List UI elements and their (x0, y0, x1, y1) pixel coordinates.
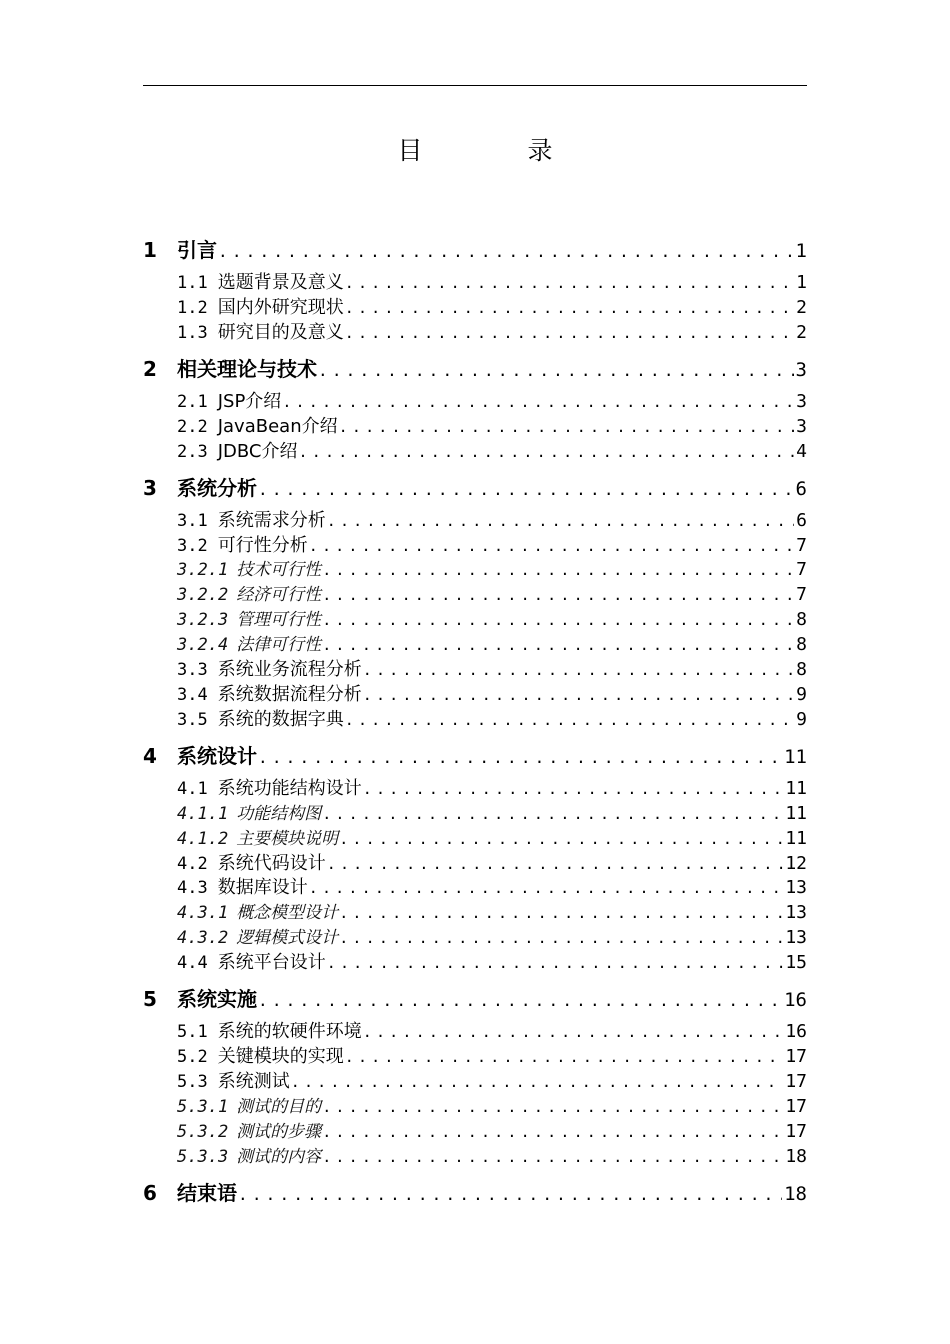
toc-section-entry[interactable] (177, 1070, 807, 1094)
toc-entry-number: 3.2.2 (177, 585, 229, 606)
toc-entry-label (177, 509, 326, 533)
toc-entry-title: 研究目的及意义 (217, 321, 344, 343)
toc-dot-leader (339, 827, 783, 851)
toc-entry-number: 4.1.2 (177, 828, 229, 849)
toc-entry-number: 6 (143, 1180, 157, 1205)
toc-entry-number: 1.2 (177, 297, 208, 318)
toc-dot-leader (363, 683, 794, 707)
toc-entry-number: 5.2 (177, 1047, 208, 1067)
toc-dot-leader (345, 271, 794, 295)
toc-entry-label (177, 827, 338, 851)
toc-entry-number: 4.3.1 (177, 903, 229, 924)
toc-page-number: 13 (785, 927, 807, 949)
toc-entry-number: 4.3 (177, 878, 208, 899)
toc-entry-title: 选题背景及意义 (217, 272, 344, 293)
toc-entry-number: 1.1 (177, 273, 208, 293)
toc-section-entry[interactable] (177, 951, 807, 975)
toc-entry-number: 4.3.2 (177, 928, 229, 949)
toc-dot-leader (363, 1020, 784, 1044)
toc-entry-label (177, 633, 321, 657)
toc-page-number: 15 (785, 952, 807, 974)
toc-chapter-entry[interactable] (143, 743, 807, 769)
toc-entry-title: 测试的内容 (236, 1146, 322, 1167)
toc-page-number: 4 (796, 440, 807, 462)
toc-entry-title: JDBC介绍 (217, 440, 298, 462)
toc-entry-number: 3.1 (177, 510, 208, 531)
toc-dot-leader (218, 239, 794, 265)
toc-dot-leader (339, 415, 795, 439)
toc-entry-title: 数据库设计 (217, 877, 308, 899)
toc-entry-number: 3.4 (177, 684, 208, 705)
toc-page-number: 18 (784, 1182, 807, 1205)
toc-entry-number: 3.5 (177, 709, 208, 730)
toc-entry-number: 2.1 (177, 391, 208, 412)
toc-dot-leader (339, 901, 783, 925)
toc-entry-number: 4.1 (177, 778, 208, 799)
toc-entry-label (177, 1120, 321, 1144)
toc-entry-number: 3.2.4 (177, 635, 229, 656)
toc-page-number: 16 (785, 1021, 807, 1043)
toc-entry-number: 4.4 (177, 953, 208, 974)
toc-entry-title: 测试的步骤 (236, 1121, 322, 1142)
toc-entry-title: 系统的软硬件环境 (217, 1021, 362, 1043)
toc-subsection-entry[interactable] (177, 926, 807, 950)
toc-entry-label (177, 440, 298, 464)
toc-section-entry[interactable] (177, 321, 807, 345)
toc-dot-leader (291, 1070, 784, 1094)
toc-entry-title: 系统需求分析 (217, 509, 326, 531)
toc-chapter-entry[interactable] (143, 986, 807, 1012)
toc-entry-title: JSP介绍 (217, 390, 282, 412)
toc-entry-title: 国内外研究现状 (217, 296, 344, 318)
toc-entry-title: 功能结构图 (236, 803, 322, 824)
toc-subsection-entry[interactable] (177, 608, 807, 632)
toc-section-entry[interactable] (177, 296, 807, 320)
toc-entry-label (177, 901, 338, 925)
toc-entry-label (177, 852, 326, 876)
toc-entry-title: 系统数据流程分析 (217, 683, 362, 705)
toc-dot-leader (322, 802, 783, 826)
toc-entry-number: 5.3.2 (177, 1121, 229, 1142)
toc-dot-leader (345, 1045, 784, 1069)
toc-page-number: 12 (785, 852, 807, 874)
toc-entry-number: 4.2 (177, 853, 208, 874)
toc-entry-title: 相关理论与技术 (177, 356, 317, 381)
toc-dot-leader (309, 534, 794, 558)
toc-entry-number: 3.2.1 (177, 560, 229, 581)
toc-dot-leader (322, 558, 794, 582)
toc-page-number: 8 (796, 659, 807, 680)
toc-dot-leader (282, 390, 794, 414)
toc-dot-leader (363, 658, 794, 682)
toc-entry-label (143, 237, 217, 263)
toc-entry-title: 测试的目的 (236, 1096, 322, 1117)
toc-section-entry[interactable] (177, 509, 807, 533)
toc-entry-title: 系统功能结构设计 (217, 777, 362, 799)
toc-dot-leader (345, 321, 794, 345)
toc-dot-leader (322, 1095, 783, 1119)
toc-entry-title: 系统的数据字典 (217, 708, 344, 730)
toc-dot-leader (322, 1145, 783, 1169)
toc-page-number: 6 (795, 477, 807, 500)
toc-entry-number: 4.1.1 (177, 803, 229, 824)
toc-page-number: 8 (796, 634, 807, 656)
toc-entry-label (177, 296, 344, 320)
toc-entry-title: 系统代码设计 (217, 852, 326, 874)
toc-entry-label (177, 321, 344, 345)
toc-section-entry[interactable] (177, 534, 807, 558)
toc-dot-leader (322, 1120, 783, 1144)
toc-entry-title: 结束语 (177, 1180, 237, 1205)
toc-section-entry[interactable] (177, 390, 807, 414)
toc-entry-label (177, 390, 281, 414)
toc-section-entry[interactable] (177, 271, 807, 295)
toc-page-number: 1 (796, 272, 807, 293)
toc-dot-leader (322, 608, 794, 632)
toc-entry-title: 系统分析 (177, 475, 257, 500)
toc-entry-label (177, 951, 326, 975)
toc-entry-label (143, 1180, 237, 1206)
toc-dot-leader (238, 1182, 782, 1208)
toc-page-number: 17 (785, 1046, 807, 1067)
toc-entry-label (177, 1045, 344, 1069)
toc-entry-number: 1.3 (177, 322, 208, 343)
toc-entry-label (177, 683, 362, 707)
toc-section-entry[interactable] (177, 876, 807, 900)
toc-page-number: 18 (785, 1145, 807, 1167)
toc-section-entry[interactable] (177, 1045, 807, 1069)
toc-entry-number: 3 (143, 475, 157, 500)
toc-section-entry[interactable] (177, 1020, 807, 1044)
toc-page-number: 9 (796, 708, 807, 730)
toc-entry-title: 主要模块说明 (236, 828, 339, 849)
toc-dot-leader (322, 583, 794, 607)
toc-entry-label (177, 583, 321, 607)
toc-dot-leader (327, 852, 784, 876)
toc-entry-label (177, 1070, 290, 1094)
toc-subsection-entry[interactable] (177, 558, 807, 582)
toc-subsection-entry[interactable] (177, 1120, 807, 1144)
toc-subsection-entry[interactable] (177, 583, 807, 607)
toc-section-entry[interactable] (177, 415, 807, 439)
toc-entry-label (177, 926, 338, 950)
toc-section-entry[interactable] (177, 852, 807, 876)
toc-page-number: 8 (796, 609, 807, 631)
toc-entry-title: 系统平台设计 (217, 952, 326, 974)
toc-dot-leader (309, 876, 784, 900)
page-title: 目 录 (397, 136, 593, 165)
toc-dot-leader (345, 708, 794, 732)
toc-page-number: 7 (796, 559, 807, 581)
toc-dot-leader (327, 951, 784, 975)
toc-page-number: 1 (795, 240, 807, 262)
toc-dot-leader (339, 926, 783, 950)
toc-dot-leader (258, 477, 794, 503)
toc-page-number: 9 (796, 683, 807, 705)
toc-page-number: 3 (795, 358, 807, 381)
toc-entry-number: 5.3.1 (177, 1096, 229, 1117)
toc-entry-label (177, 708, 344, 732)
toc-chapter-entry[interactable] (143, 237, 807, 263)
toc-section-entry[interactable] (177, 777, 807, 801)
toc-entry-label (177, 1145, 321, 1169)
toc-entry-title: 管理可行性 (236, 610, 322, 631)
toc-entry-number: 3.2 (177, 535, 208, 556)
toc-section-entry[interactable] (177, 658, 807, 682)
toc-page-number: 7 (796, 534, 807, 556)
toc-entry-label (177, 802, 321, 826)
toc-page-number: 3 (796, 415, 807, 437)
toc-subsection-entry[interactable] (177, 1095, 807, 1119)
toc-section-entry[interactable] (177, 440, 807, 464)
toc-entry-title: 经济可行性 (236, 585, 322, 606)
toc-page-number: 7 (796, 584, 807, 606)
toc-dot-leader (345, 296, 794, 320)
toc-page-number: 3 (796, 390, 807, 412)
toc-entry-title: 法律可行性 (236, 635, 322, 656)
toc-entry-title: 关键模块的实现 (217, 1046, 344, 1067)
toc-subsection-entry[interactable] (177, 802, 807, 826)
toc-entry-title: 逻辑模式设计 (236, 928, 339, 949)
toc-page-number: 11 (785, 777, 807, 799)
toc-entry-title: 引言 (177, 238, 217, 262)
toc-page-number: 17 (785, 1070, 807, 1092)
toc-entry-title: JavaBean介绍 (217, 415, 338, 437)
toc-page-number: 11 (784, 745, 807, 768)
toc-entry-number: 2.2 (177, 416, 208, 437)
toc-entry-label (177, 1020, 362, 1044)
toc-subsection-entry[interactable] (177, 633, 807, 657)
toc-page-number: 13 (785, 877, 807, 899)
toc-entry-label (143, 356, 317, 382)
toc-entry-number: 2 (143, 356, 157, 381)
toc-entry-number: 5 (143, 987, 157, 1012)
toc-subsection-entry[interactable] (177, 901, 807, 925)
toc-entry-label (177, 415, 338, 439)
toc-entry-number: 3.2.3 (177, 610, 229, 631)
toc-entry-title: 系统设计 (177, 743, 257, 768)
toc-entry-number: 5.1 (177, 1022, 208, 1043)
toc-dot-leader (258, 988, 782, 1014)
toc-dot-leader (299, 440, 795, 464)
toc-chapter-entry[interactable] (143, 1180, 807, 1206)
toc-section-entry[interactable] (177, 708, 807, 732)
toc-subsection-entry[interactable] (177, 827, 807, 851)
toc-page-number: 17 (785, 1120, 807, 1142)
toc-entry-title: 概念模型设计 (236, 903, 339, 924)
toc-entry-label (177, 271, 344, 295)
toc-entry-label (177, 558, 321, 582)
toc-entry-number: 1 (143, 238, 157, 262)
toc-entry-number: 4 (143, 743, 157, 768)
toc-entry-label (143, 986, 257, 1012)
toc-chapter-entry[interactable] (143, 475, 807, 501)
toc-entry-title: 可行性分析 (217, 534, 308, 556)
toc-entry-number: 5.3.3 (177, 1146, 229, 1167)
toc-page-number: 16 (784, 989, 807, 1012)
toc-entry-number: 3.3 (177, 660, 208, 680)
toc-dot-leader (322, 633, 794, 657)
toc-entry-number: 2.3 (177, 441, 208, 462)
toc-entry-number: 5.3 (177, 1071, 208, 1092)
toc-dot-leader (327, 509, 794, 533)
toc-entry-label (177, 876, 308, 900)
toc-entry-label (177, 658, 362, 682)
toc-page-number: 11 (785, 827, 807, 849)
toc-page-number: 13 (785, 902, 807, 924)
toc-section-entry[interactable] (177, 683, 807, 707)
toc-entry-title: 系统测试 (217, 1070, 290, 1092)
toc-entry-label (177, 777, 362, 801)
toc-page-number: 17 (785, 1095, 807, 1117)
toc-page-number: 6 (796, 509, 807, 531)
toc-subsection-entry[interactable] (177, 1145, 807, 1169)
toc-chapter-entry[interactable] (143, 356, 807, 382)
toc-dot-leader (318, 358, 794, 384)
toc-dot-leader (258, 745, 782, 771)
toc-entry-label (143, 475, 257, 501)
toc-entry-label (177, 1095, 321, 1119)
toc-dot-leader (363, 777, 784, 801)
toc-page-number: 2 (796, 296, 807, 318)
toc-entry-label (143, 743, 257, 769)
toc-entry-label (177, 608, 321, 632)
toc-entry-label (177, 534, 308, 558)
toc-entry-title: 技术可行性 (236, 560, 322, 581)
toc-entry-title: 系统实施 (177, 987, 257, 1012)
toc-page-number: 11 (785, 802, 807, 824)
toc-entry-title: 系统业务流程分析 (217, 659, 362, 680)
toc-page-number: 2 (796, 321, 807, 343)
